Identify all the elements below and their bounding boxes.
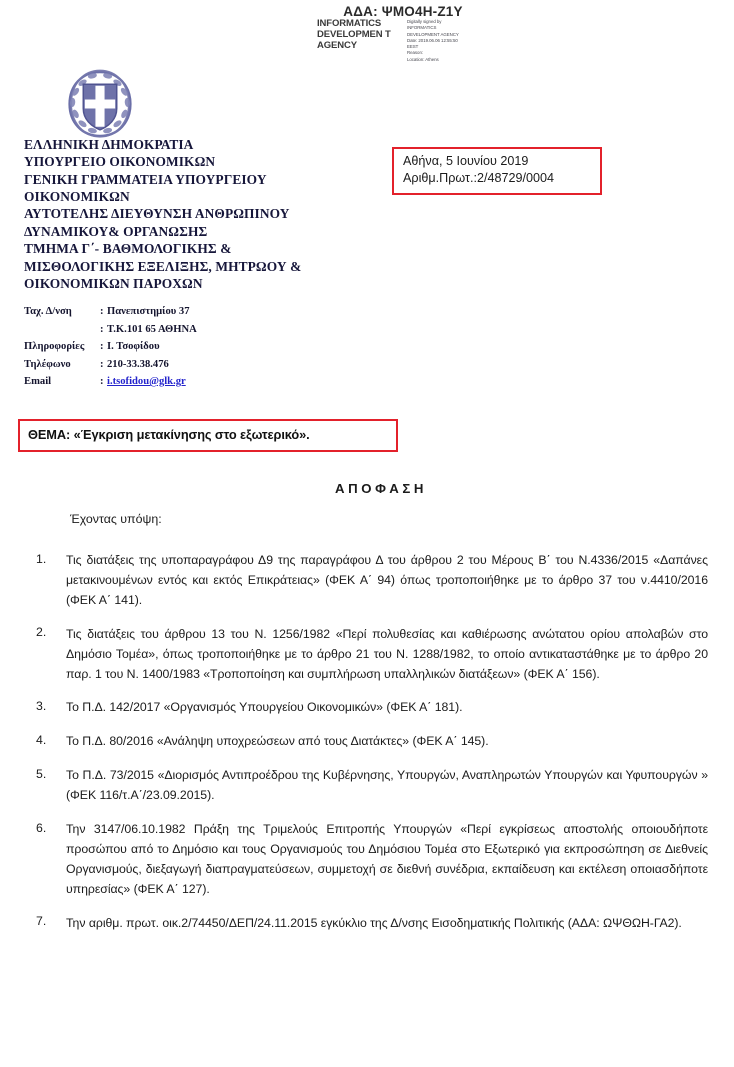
list-item-text: Το Π.Δ. 73/2015 «Διορισμός Αντιπροέδρου της Κυβέρνησης, Υπουργών, Αναπληρωτών Υπουργών και Υφυπουργών » (ΦΕΚ 116/τ.Α΄/23.09.2015). xyxy=(66,768,708,803)
contact-row xyxy=(24,325,354,343)
list-item-number: 1. xyxy=(36,551,47,566)
list-item-text: Τις διατάξεις του άρθρου 13 του Ν. 1256/1982 «Περί πολυθεσίας και καθιέρωσης ανώτατου ορίου απολαβών στο Δημόσιο Τομέα», όπως τροποποιήθηκε με το άρθρο 21 του Ν. 1288/1982, το οποίο αντικαταστάθηκε με το άρθρο 20 παρ. 1 του Ν. 1400/1983 «Τροποποίηση και συμπλήρωση υπαλληλικών διατάξεων» (ΦΕΚ Α΄ 156). xyxy=(66,626,708,681)
contact-separator: : xyxy=(100,358,104,370)
ministry-line: ΑΥΤΟΤΕΛΗΣ ΔΙΕΥΘΥΝΣΗ ΑΝΘΡΩΠΙΝΟΥ xyxy=(24,206,290,222)
date-protocol-box xyxy=(392,147,602,195)
contact-value-email-link[interactable]: i.tsofidou@glk.gr xyxy=(107,376,186,387)
contact-row xyxy=(24,342,354,360)
contact-separator: : xyxy=(100,376,104,387)
list-item-number: 7. xyxy=(36,914,47,929)
list-item xyxy=(36,551,708,611)
list-item-text: Το Π.Δ. 142/2017 «Οργανισμός Υπουργείου Οικονομικών» (ΦΕΚ Α΄ 181). xyxy=(66,700,463,715)
ministry-line: ΟΙΚΟΝΟΜΙΚΩΝ xyxy=(24,189,130,205)
list-item-text: Τις διατάξεις της υποπαραγράφου Δ9 της παραγράφου Δ του άρθρου 2 του Μέρους Β΄ του Ν.4336/2015 «Δαπάνες μετακινουμένων εντός και εκτός Επικράτειας» (ΦΕΚ Α΄ 94) όπως τροποποιήθηκε με το άρθρο 37 του ν.4410/2016 (ΦΕΚ Α΄ 141). xyxy=(66,553,708,607)
subject-box xyxy=(18,419,398,452)
ministry-line: ΓΕΝΙΚΗ ΓΡΑΜΜΑΤΕΙΑ ΥΠΟΥΡΓΕΙΟΥ xyxy=(24,171,267,187)
contact-row xyxy=(24,307,354,325)
contact-value-officer: Ι. Τσοφίδου xyxy=(107,341,160,352)
decision-heading: ΑΠΟΦΑΣΗ xyxy=(335,481,427,496)
ministry-line: ΟΙΚΟΝΟΜΙΚΩΝ ΠΑΡΟΧΩΝ xyxy=(24,275,203,291)
signature-agency-title: INFORMATICS DEVELOPMEN T AGENCY xyxy=(317,18,391,52)
contact-label: Ταχ. Δ/νση xyxy=(24,306,72,317)
contact-row xyxy=(24,360,354,378)
contact-label: Email xyxy=(24,376,52,387)
place-and-date: Αθήνα, 5 Ιουνίου 2019 xyxy=(403,154,529,168)
hellenic-republic-emblem-icon xyxy=(62,66,138,142)
signature-detail-line: DEVELOPMENT AGENCY xyxy=(407,31,459,37)
list-item-number: 6. xyxy=(36,820,47,835)
signature-detail-line: Digitally signed by xyxy=(407,19,442,24)
subject-text: ΘΕΜΑ: «Έγκριση μετακίνησης στο εξωτερικό». xyxy=(28,427,310,442)
contact-value-phone: 210-33.38.476 xyxy=(107,358,169,370)
ministry-line: ΥΠΟΥΡΓΕΙΟ ΟΙΚΟΝΟΜΙΚΩΝ xyxy=(24,154,216,170)
list-item-number: 3. xyxy=(36,698,47,713)
digital-signature-stamp xyxy=(317,18,487,63)
contact-value-address: Πανεπιστημίου 37 xyxy=(107,306,190,317)
ada-reference-line: ΑΔΑ: ΨΜΟ4Η-Ζ1Υ xyxy=(343,4,463,19)
ministry-line: ΕΛΛΗΝΙΚΗ ΔΗΜΟΚΡΑΤΙΑ xyxy=(24,137,194,152)
ministry-line: ΤΜΗΜΑ Γ΄- ΒΑΘΜΟΛΟΓΙΚΗΣ & xyxy=(24,241,232,257)
contact-label: Πληροφορίες xyxy=(24,341,85,352)
signature-detail-line: Date: 2019.06.06 12:55:50 xyxy=(407,37,458,43)
contact-label: Τηλέφωνο xyxy=(24,358,71,370)
list-item xyxy=(36,766,708,806)
contact-value-postal-code: Τ.Κ.101 65 ΑΘΗΝΑ xyxy=(107,323,197,335)
list-item-number: 4. xyxy=(36,732,47,747)
legal-basis-list xyxy=(36,551,708,948)
signature-detail-line: EEST xyxy=(407,44,419,49)
list-item xyxy=(36,698,708,718)
list-item-text: Την αριθμ. πρωτ. οικ.2/74450/ΔΕΠ/24.11.2015 εγκύκλιο της Δ/νσης Εισοδηματικής Πολιτικής (ΑΔΑ: ΩΨΘΩΗ-ΓΑ2). xyxy=(66,915,682,930)
ministry-line: ΜΙΣΘΟΛΟΓΙΚΗΣ ΕΞΕΛΙΞΗΣ, ΜΗΤΡΩΟΥ & xyxy=(24,258,302,274)
decision-preamble: Έχοντας υπόψη: xyxy=(70,512,162,526)
contact-details-block xyxy=(24,307,354,395)
ministry-header xyxy=(24,136,364,292)
list-item-number: 5. xyxy=(36,766,47,781)
list-item-text: Την 3147/06.10.1982 Πράξη της Τριμελούς Επιτροπής Υπουργών «Περί εγκρίσεως αποστολής οποιουδήποτε προσώπου από το Δημόσιο και τους Οργανισμούς του Δημόσιου Τομέα στο Εξωτερικό για εκπροσώπηση σε Διεθνείς Οργανισμούς, διεξαγωγή διαπραγματεύσεων, συμμετοχή σε διεθνή συνέδρια, εκπαίδευση και εκτέλεση οποιασδήποτε υπηρεσίας» (ΦΕΚ Α΄ 127). xyxy=(66,822,708,896)
signature-details xyxy=(407,18,485,63)
list-item xyxy=(36,732,708,752)
contact-separator: : xyxy=(100,341,104,352)
signature-detail-line: Location: Athens xyxy=(407,56,439,62)
list-item xyxy=(36,820,708,900)
list-item xyxy=(36,625,708,685)
list-item xyxy=(36,914,708,934)
contact-separator: : xyxy=(100,306,104,317)
list-item-text: Το Π.Δ. 80/2016 «Ανάληψη υποχρεώσεων από τους Διατάκτες» (ΦΕΚ Α΄ 145). xyxy=(66,734,489,749)
signature-detail-line: INFORMATICS xyxy=(407,25,437,31)
contact-separator: : xyxy=(100,323,104,335)
list-item-number: 2. xyxy=(36,625,47,640)
protocol-number: Αριθμ.Πρωτ.:2/48729/0004 xyxy=(403,171,555,186)
ministry-line: ΔΥΝΑΜΙΚΟΥ& ΟΡΓΑΝΩΣΗΣ xyxy=(24,223,208,239)
signature-detail-line: Reason: xyxy=(407,50,424,56)
contact-row xyxy=(24,377,354,395)
